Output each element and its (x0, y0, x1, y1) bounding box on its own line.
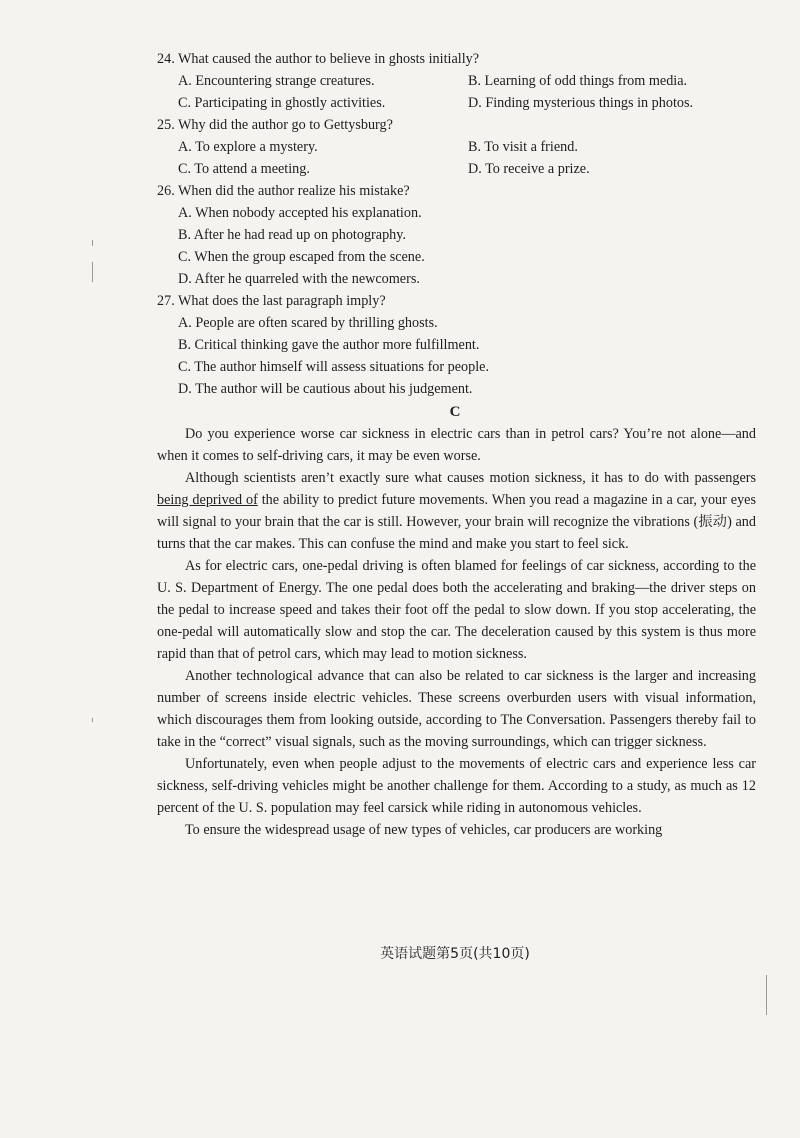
question-26-option-b: B. After he had read up on photography. (178, 227, 406, 243)
question-25-option-d: D. To receive a prize. (468, 161, 590, 177)
question-24-option-d: D. Finding mysterious things in photos. (468, 95, 694, 111)
underlined-phrase: being deprived of (157, 492, 258, 508)
question-27-option-d: D. The author will be cautious about his judgement. (178, 381, 473, 397)
section-heading: C (449, 404, 461, 420)
paragraph-2-text-before: Although scientists aren’t exactly sure what causes motion sickness, it has to do with passengers (185, 470, 756, 486)
question-24-option-b: B. Learning of odd things from media. (468, 73, 688, 89)
question-27-option-b: B. Critical thinking gave the author more fulfillment. (178, 337, 480, 353)
question-25-stem: 25. Why did the author go to Gettysburg? (157, 117, 393, 133)
scan-mark (92, 262, 93, 282)
passage-paragraph-5: Unfortunately, even when people adjust to the movements of electric cars and experience less car sickness, self-driving vehicles might be another challenge for them. According to a study, as much as 12 percent of the U. S. population may feel carsick while riding in autonomous vehicles. (157, 756, 756, 816)
passage-paragraph-2 (157, 467, 756, 555)
passage-paragraph-1: Do you experience worse car sickness in electric cars than in petrol cars? You’re not alone—and when it comes to self-driving cars, it may be even worse. (157, 426, 756, 464)
question-26-option-d: D. After he quarreled with the newcomers. (178, 271, 420, 287)
question-27-option-c: C. The author himself will assess situations for people. (178, 359, 490, 375)
passage-paragraph-6: To ensure the widespread usage of new types of vehicles, car producers are working (185, 822, 663, 838)
question-25-option-c: C. To attend a meeting. (178, 161, 310, 177)
question-25-option-a: A. To explore a mystery. (178, 139, 318, 155)
passage-paragraph-3: As for electric cars, one-pedal driving is often blamed for feelings of car sickness, according to the U. S. Department of Energy. The one pedal does both the accelerating and braking—the driver steps on the pedal to increase speed and takes their foot off the pedal to slow down. If you stop accelerating, the one-pedal will automatically slow and stop the car. The deceleration caused by this system is thus more rapid than that of petrol cars, which may lead to motion sickness. (157, 558, 756, 662)
question-26-option-a: A. When nobody accepted his explanation. (178, 205, 422, 221)
passage-paragraph-4: Another technological advance that can also be related to car sickness is the larger and increasing number of screens inside electric vehicles. These screens overburden users with visual information, which discourages them from looking outside, according to The Conversation. Passengers thereby fail to take in the “correct” visual signals, such as the moving surroundings, which can trigger sickness. (157, 668, 756, 750)
paragraph-2-text-after: the ability to predict future movements. When you read a magazine in a car, your eyes will signal to your brain that the car is still. However, your brain will recognize the vibrations (振动) and turns that the car makes. This can confuse the mind and make you start to feel sick. (157, 492, 756, 552)
question-26-option-c: C. When the group escaped from the scene. (178, 249, 425, 265)
scan-mark (92, 240, 93, 246)
scan-mark (92, 718, 93, 722)
question-27-stem: 27. What does the last paragraph imply? (157, 293, 386, 309)
question-26-stem: 26. When did the author realize his mistake? (157, 183, 410, 199)
page-footer: 英语试题第5页(共10页) (380, 946, 530, 962)
question-24-option-a: A. Encountering strange creatures. (178, 73, 375, 89)
reading-passage (157, 423, 756, 841)
question-24-option-c: C. Participating in ghostly activities. (178, 95, 386, 111)
question-27-option-a: A. People are often scared by thrilling ghosts. (178, 315, 438, 331)
question-25-option-b: B. To visit a friend. (468, 139, 578, 155)
scan-mark (766, 975, 767, 1015)
question-24-stem: 24. What caused the author to believe in ghosts initially? (157, 51, 480, 67)
